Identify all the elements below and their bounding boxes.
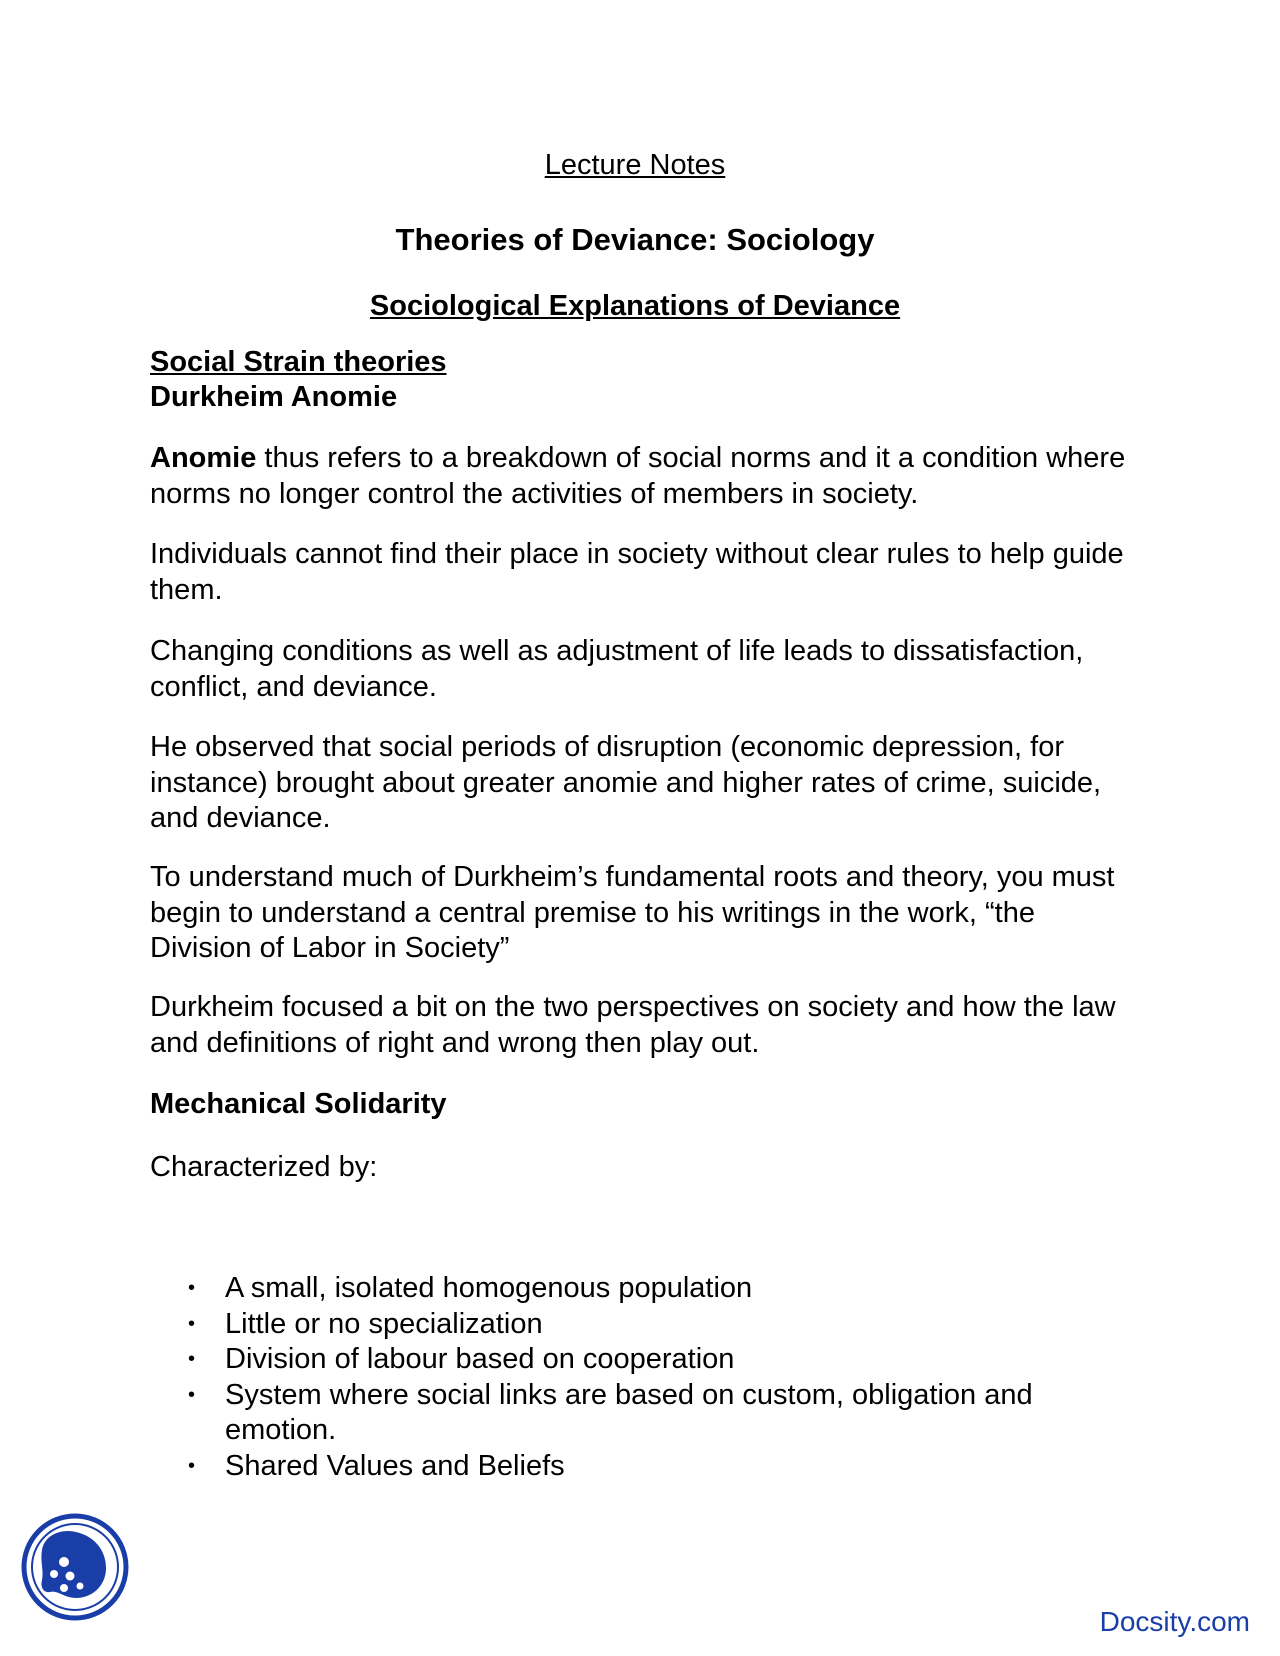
list-item-text: A small, isolated homogenous population bbox=[225, 1272, 753, 1304]
paragraph-disruption: He observed that social periods of disruption (economic depression, for instance) brought about greater anomie and higher rates of crime, suicide, and deviance. bbox=[150, 731, 1102, 834]
list-item bbox=[150, 1449, 1085, 1485]
paragraph-anomie-rest: thus refers to a breakdown of social norms and it a condition where norms no longer control the activities of members in society. bbox=[150, 442, 1126, 510]
bullet-icon: • bbox=[188, 1277, 196, 1299]
list-item bbox=[150, 1307, 1085, 1343]
docsity-logo-icon[interactable] bbox=[20, 1512, 130, 1622]
list-item-text: System where social links are based on custom, obligation and emotion. bbox=[225, 1378, 1033, 1446]
section-heading-anomie: Durkheim Anomie bbox=[150, 381, 398, 413]
document-subtitle: Sociological Explanations of Deviance bbox=[369, 290, 901, 322]
paragraph-anomie-lead: Anomie bbox=[150, 442, 257, 474]
document-label: Lecture Notes bbox=[544, 149, 726, 181]
brand-link[interactable]: Docsity.com bbox=[1099, 1606, 1250, 1637]
paragraph-changing-conditions: Changing conditions as well as adjustment of life leads to dissatisfaction, conflict, and deviance. bbox=[150, 635, 1084, 703]
bullet-icon: • bbox=[188, 1348, 196, 1370]
paragraph-division-of-labor: To understand much of Durkheim’s fundamental roots and theory, you must begin to understand a central premise to his writings in the work, “the Division of Labor in Society” bbox=[150, 861, 1115, 964]
list-item bbox=[150, 1342, 1085, 1378]
list-item-text: Division of labour based on cooperation bbox=[225, 1343, 735, 1375]
paragraph-anomie bbox=[150, 441, 1140, 512]
bullet-icon: • bbox=[188, 1383, 196, 1406]
document-title: Theories of Deviance: Sociology bbox=[395, 222, 875, 257]
docsity-logo-graphic bbox=[20, 1512, 130, 1622]
paragraph-characterized: Characterized by: bbox=[150, 1151, 378, 1183]
paragraph-individuals: Individuals cannot find their place in society without clear rules to help guide them. bbox=[150, 538, 1124, 606]
bullet-icon: • bbox=[188, 1454, 196, 1477]
characteristics-list bbox=[150, 1271, 1140, 1484]
section-heading-mechanical: Mechanical Solidarity bbox=[150, 1088, 447, 1120]
list-item-text: Little or no specialization bbox=[225, 1307, 543, 1340]
section-heading-strain: Social Strain theories bbox=[150, 346, 447, 378]
list-item bbox=[150, 1378, 1085, 1449]
list-item bbox=[150, 1271, 1085, 1307]
bullet-icon: • bbox=[188, 1312, 196, 1335]
list-item-text: Shared Values and Beliefs bbox=[225, 1449, 565, 1482]
paragraph-perspectives: Durkheim focused a bit on the two perspectives on society and how the law and definitions of right and wrong then play out. bbox=[150, 991, 1116, 1059]
